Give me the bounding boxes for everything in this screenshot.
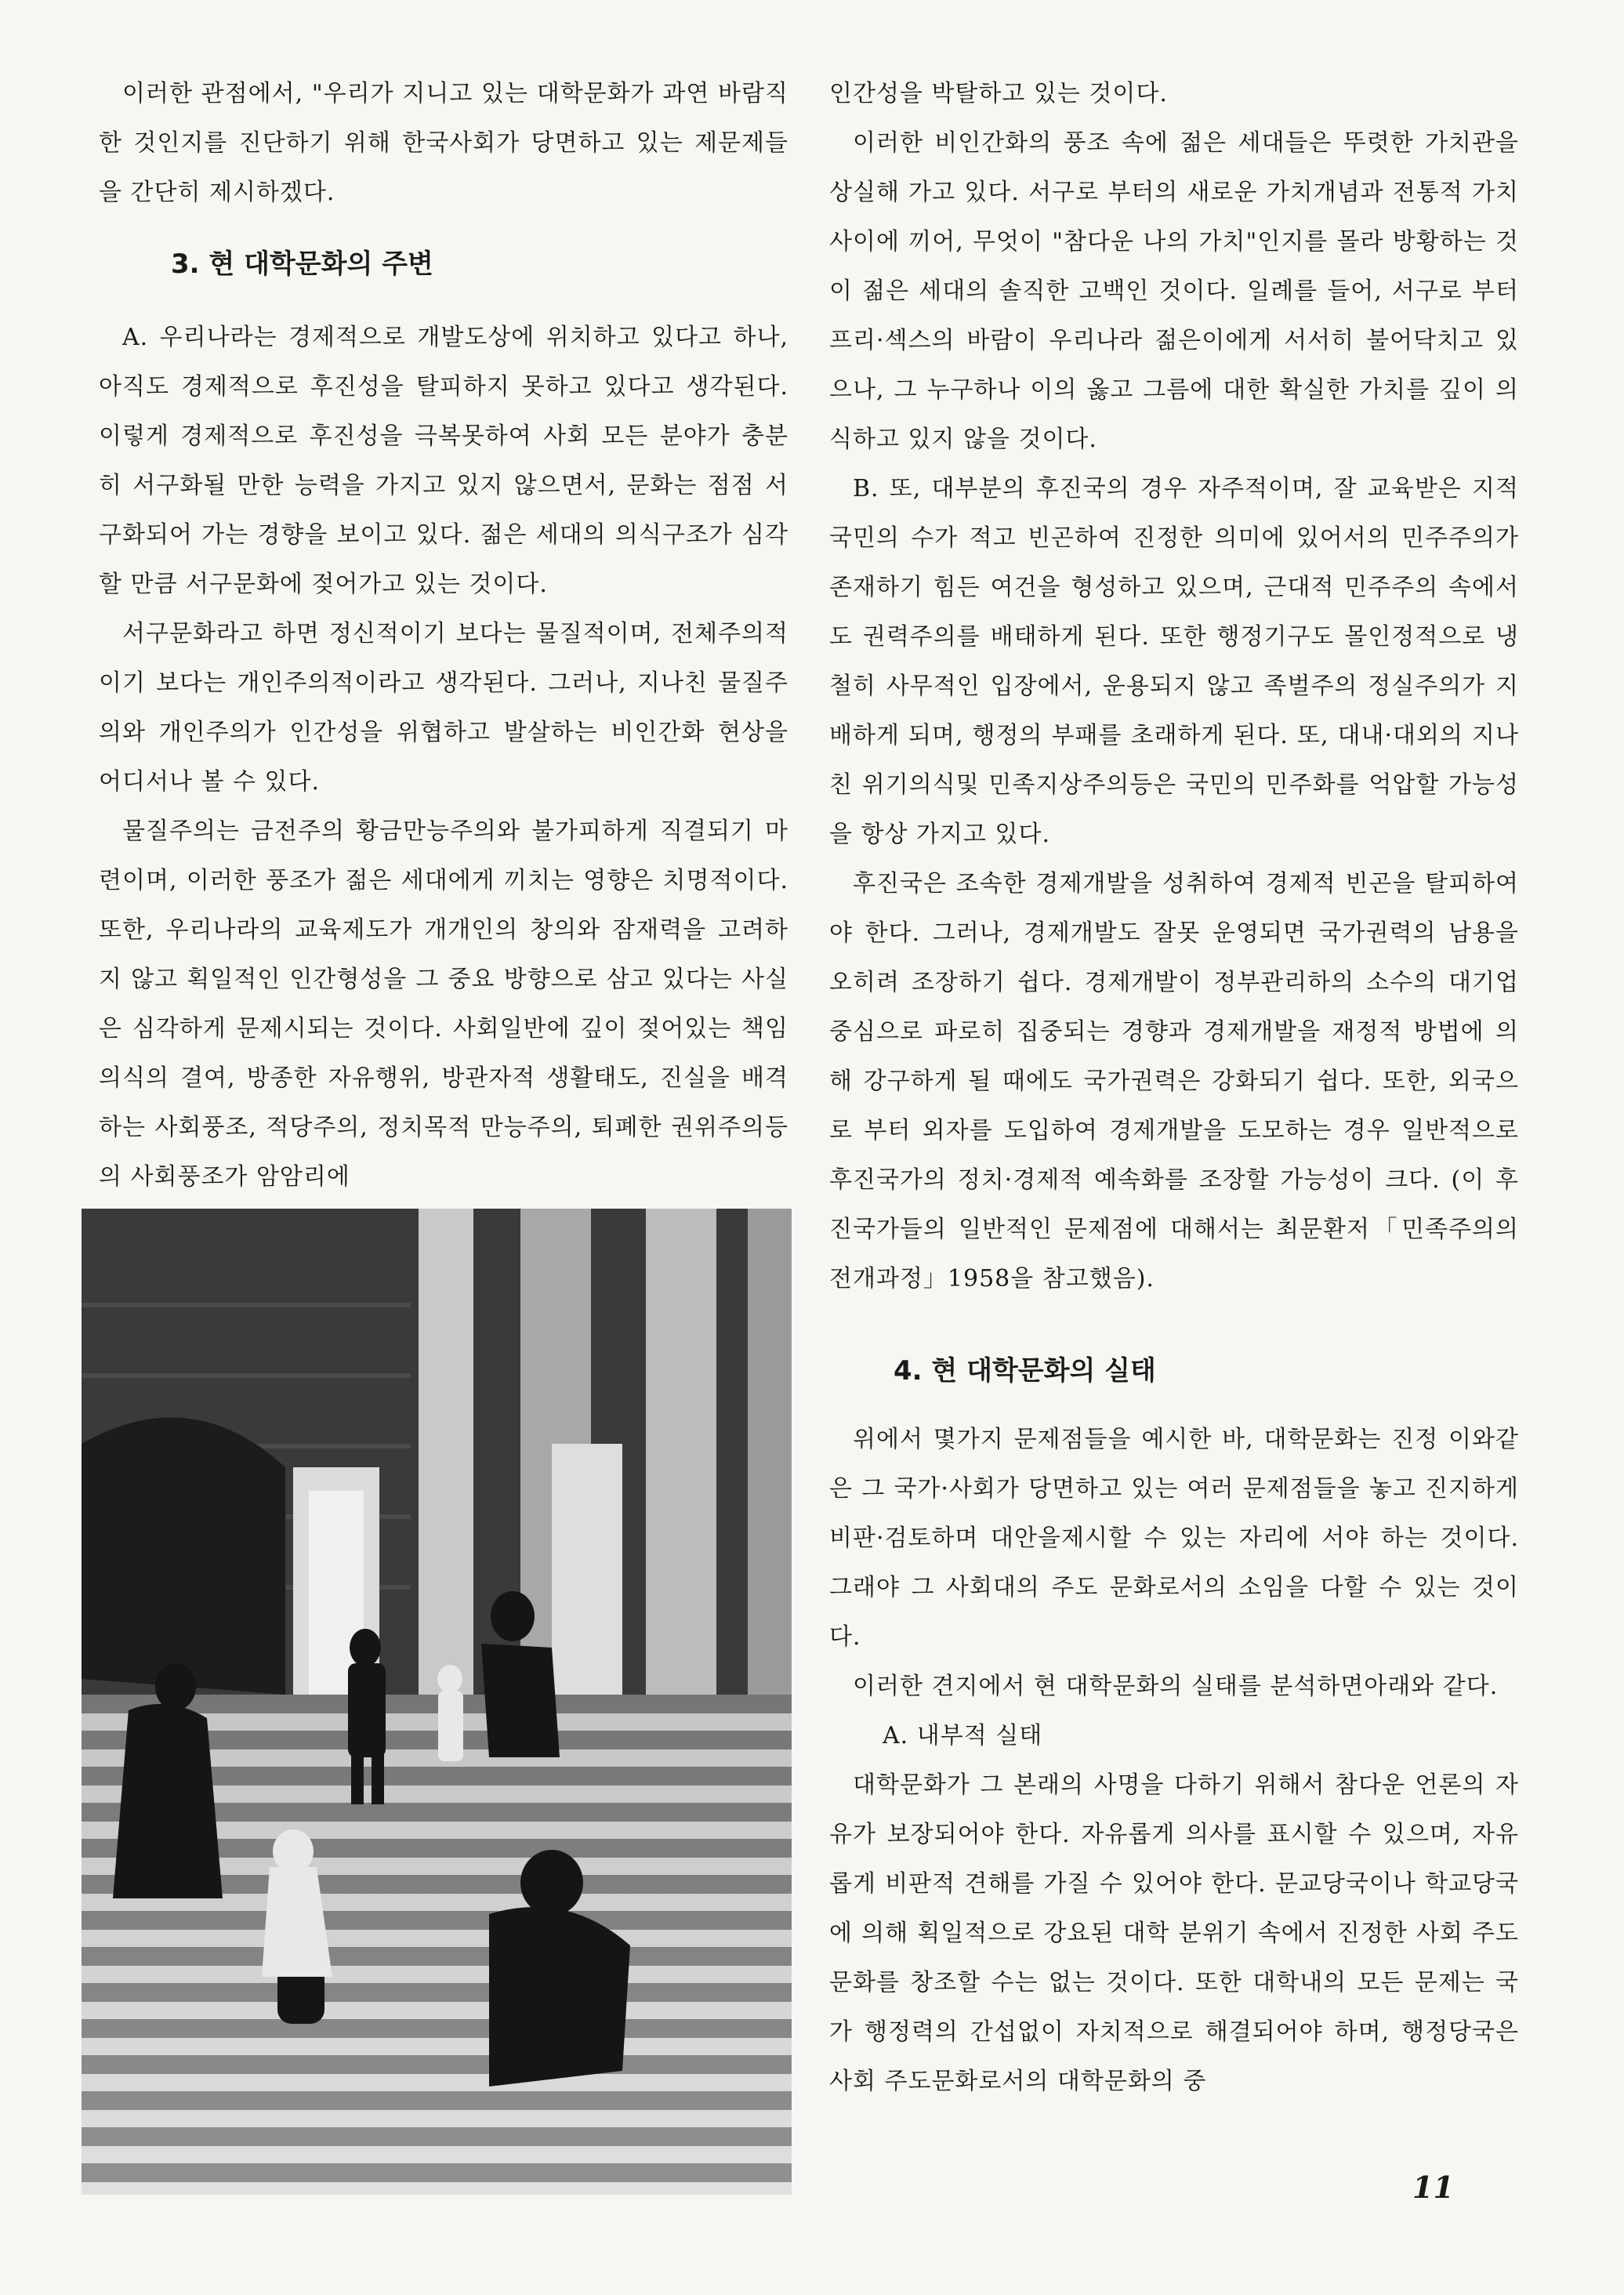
section-heading-3: 3. 현 대학문화의 주변 <box>171 248 433 280</box>
paragraph-r1: 인간성을 박탈하고 있는 것이다. <box>829 80 1168 107</box>
right-column <box>829 69 1519 2106</box>
paragraph-a2: 서구문화라고 하면 정신적이기 보다는 물질적이며, 전체주의적이기 보다는 개인주의적이라고 생각된다. 그러나, 지나친 물질주의와 개인주의가 인간성을 위협하고 발살하는 비인간화 현상을 어디서나 볼 수 있다. <box>99 620 788 796</box>
paragraph-b1: B. 또, 대부분의 후진국의 경우 자주적이며, 잘 교육받은 지적 국민의 수가 적고 빈곤하여 진정한 의미에 있어서의 민주주의가 존재하기 힘든 여건을 형성하고 있으며, 근대적 민주주의 속에서도 권력주의를 배태하게 된다. 또한 행정기구도 몰인정적으로 냉철히 사무적인 입장에서, 운용되지 않고 족벌주의 정실주의가 지배하게 되며, 행정의 부패를 초래하게 된다. 또, 대내·대외의 지나친 위기의식및 민족지상주의등은 국민의 민주화를 억압할 가능성을 항상 가지고 있다. <box>829 475 1519 848</box>
section-heading-4: 4. 현 대학문화의 실태 <box>894 1355 1156 1387</box>
paragraph-4b: 이러한 견지에서 현 대학문화의 실태를 분석하면아래와 같다. <box>853 1673 1499 1700</box>
subheading-a: A. 내부적 실태 <box>883 1722 1043 1749</box>
paragraph-b2: 후진국은 조속한 경제개발을 성취하여 경제적 빈곤을 탈피하여야 한다. 그러나, 경제개발도 잘못 운영되면 국가권력의 남용을 오히려 조장하기 쉽다. 경제개발이 정부관리하의 소수의 대기업 중심으로 파로히 집중되는 경향과 경제개발을 재정적 방법에 의해 강구하게 될 때에도 국가권력은 강화되기 쉽다. 또한, 외국으로 부터 외자를 도입하여 경제개발을 도모하는 경우 일반적으로 후진국가의 정치·경제적 예속화를 조장할 가능성이 크다. (이 후진국가들의 일반적인 문제점에 대해서는 최문환저「민족주의의 전개과정」1958을 참고했음). <box>829 870 1519 1293</box>
paragraph-4c: 대학문화가 그 본래의 사명을 다하기 위해서 참다운 언론의 자유가 보장되어야 한다. 자유롭게 의사를 표시할 수 있으며, 자유롭게 비판적 견해를 가질 수 있어야 한다. 문교당국이나 학교당국에 의해 획일적으로 강요된 대학 분위기 속에서 진정한 사회 주도 문화를 창조할 수는 없는 것이다. 또한 대학내의 모든 문제는 국가 행정력의 간섭없이 자치적으로 해결되어야 하며, 행정당국은 사회 주도문화로서의 대학문화의 중 <box>829 1771 1519 2095</box>
intro-paragraph: 이러한 관점에서, "우리가 지니고 있는 대학문화가 과연 바람직한 것인지를 진단하기 위해 한국사회가 당면하고 있는 제문제들을 간단히 제시하겠다. <box>99 80 788 206</box>
campus-stairs-photo <box>82 1209 792 2195</box>
paragraph-a3: 물질주의는 금전주의 황금만능주의와 불가피하게 직결되기 마련이며, 이러한 풍조가 젊은 세대에게 끼치는 영향은 치명적이다. 또한, 우리나라의 교육제도가 개개인의 창의와 잠재력을 고려하지 않고 획일적인 인간형성을 그 중요 방향으로 삼고 있다는 사실은 심각하게 문제시되는 것이다. 사회일반에 깊이 젖어있는 책임의식의 결여, 방종한 자유행위, 방관자적 생활태도, 진실을 배격하는 사회풍조, 적당주의, 정치목적 만능주의, 퇴폐한 권위주의등의 사회풍조가 암암리에 <box>99 818 788 1191</box>
paragraph-r2: 이러한 비인간화의 풍조 속에 젊은 세대들은 뚜렷한 가치관을 상실해 가고 있다. 서구로 부터의 새로운 가치개념과 전통적 가치 사이에 끼어, 무엇이 "참다운 나의 가치"인지를 몰라 방황하는 것이 젊은 세대의 솔직한 고백인 것이다. 일례를 들어, 서구로 부터 프리·섹스의 바람이 우리나라 젊은이에게 서서히 불어닥치고 있으나, 그 누구하나 이의 옳고 그름에 대한 확실한 가치를 깊이 의식하고 있지 않을 것이다. <box>829 129 1519 453</box>
page-number: 11 <box>1412 2170 1454 2205</box>
paragraph-4a: 위에서 몇가지 문제점들을 예시한 바, 대학문화는 진정 이와같은 그 국가·사회가 당면하고 있는 여러 문제점들을 놓고 진지하게 비판·검토하며 대안을제시할 수 있는 자리에 서야 하는 것이다. 그래야 그 사회대의 주도 문화로서의 소임을 다할 수 있는 것이다. <box>829 1426 1519 1651</box>
left-column <box>99 69 788 1202</box>
paragraph-a1: A. 우리나라는 경제적으로 개발도상에 위치하고 있다고 하나, 아직도 경제적으로 후진성을 탈피하지 못하고 있다고 생각된다. 이렇게 경제적으로 후진성을 극복못하여 사회 모든 분야가 충분히 서구화될 만한 능력을 가지고 있지 않으면서, 문화는 점점 서구화되어 가는 경향을 보이고 있다. 젊은 세대의 의식구조가 심각할 만큼 서구문화에 젖어가고 있는 것이다. <box>99 324 788 598</box>
